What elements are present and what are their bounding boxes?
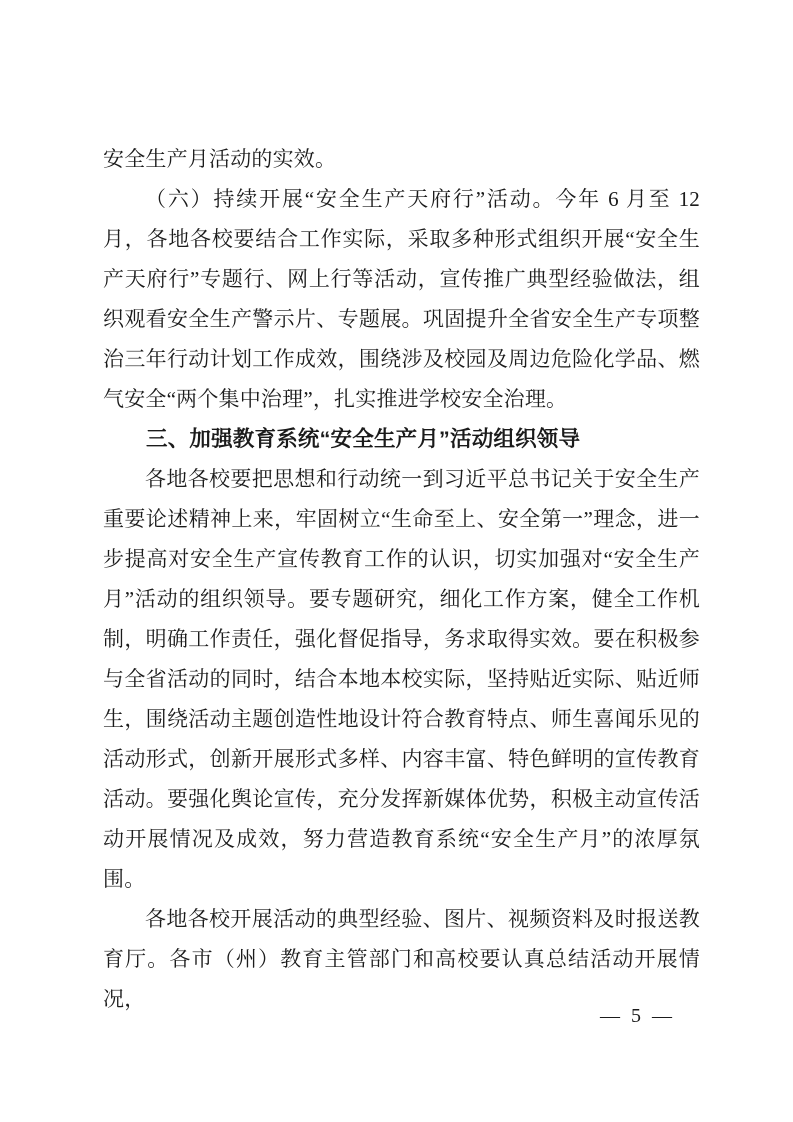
paragraph-reporting: 各地各校开展活动的典型经验、图片、视频资料及时报送教育厅。各市（州）教育主管部门和高校要认真总结活动开展情况， — [103, 907, 700, 1011]
paragraph-continuation: 安全生产月活动的实效。 — [103, 147, 337, 171]
document-body — [103, 139, 700, 1019]
page-number: — 5 — — [600, 1005, 675, 1027]
paragraph-leadership: 各地各校要把思想和行动统一到习近平总书记关于安全生产重要论述精神上来，牢固树立“生命至上、安全第一”理念，进一步提高对安全生产宣传教育工作的认识，切实加强对“安全生产月”活动的组织领导。要专题研究，细化工作方案，健全工作机制，明确工作责任，强化督促指导，务求取得实效。要在积极参与全省活动的同时，结合本地本校实际，坚持贴近实际、贴近师生，围绕活动主题创造性地设计符合教育特点、师生喜闻乐见的活动形式，创新开展形式多样、内容丰富、特色鲜明的宣传教育活动。要强化舆论宣传，充分发挥新媒体优势，积极主动宣传活动开展情况及成效，努力营造教育系统“安全生产月”的浓厚氛围。 — [103, 467, 700, 891]
section-heading: 三、加强教育系统“安全生产月”活动组织领导 — [146, 427, 581, 451]
paragraph-item-six: （六）持续开展“安全生产天府行”活动。今年 6 月至 12 月，各地各校要结合工作实际，采取多种形式组织开展“安全生产天府行”专题行、网上行等活动，宣传推广典型经验做法，组织观看安全生产警示片、专题展。巩固提升全省安全生产专项整治三年行动计划工作成效，围绕涉及校园及周边危险化学品、燃气安全“两个集中治理”，扎实推进学校安全治理。 — [103, 187, 700, 411]
